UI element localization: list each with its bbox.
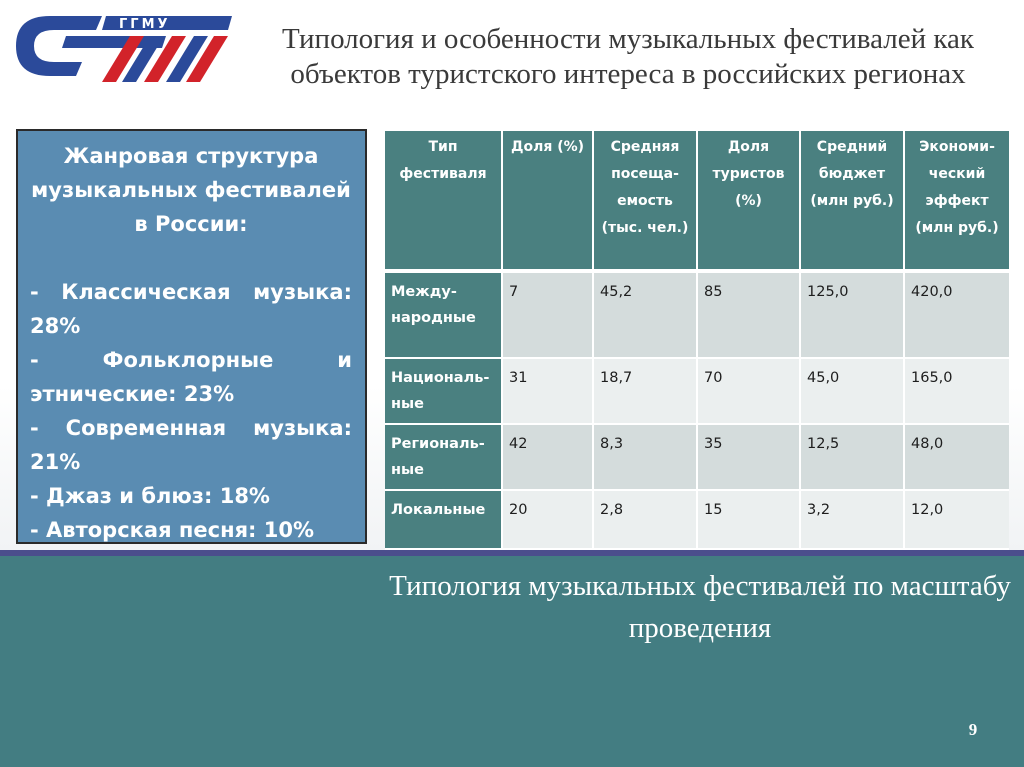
table-cell: 45,2 — [593, 271, 697, 358]
table-cell: 3,2 — [800, 490, 904, 549]
slide-title: Типология и особенности музыкальных фестивалей как объектов туристского интереса в российских регионах — [282, 23, 974, 90]
header-share: Доля (%) — [502, 131, 593, 271]
row-label-local: Локальные — [385, 490, 502, 549]
table-cell: 125,0 — [800, 271, 904, 358]
header-attendance: Средняя посеща-емость (тыс. чел.) — [593, 131, 697, 271]
table-cell: 85 — [697, 271, 800, 358]
table-cell: 45,0 — [800, 358, 904, 424]
page-number: 9 — [968, 720, 978, 739]
table-cell: 42 — [502, 424, 593, 490]
row-label-national: Националь-ные — [385, 358, 502, 424]
genre-item-folk: - Фольклорные и этнические: 23% — [30, 348, 352, 406]
table-row — [385, 271, 1009, 358]
table-cell: 8,3 — [593, 424, 697, 490]
university-logo — [6, 4, 234, 84]
header-budget: Средний бюджет (млн руб.) — [800, 131, 904, 271]
table-row — [385, 424, 1009, 490]
table-row — [385, 490, 1009, 549]
row-label-regional: Региональ-ные — [385, 424, 502, 490]
table-row — [385, 358, 1009, 424]
table-cell: 31 — [502, 358, 593, 424]
slide-subtitle: Типология музыкальных фестивалей по масштабу проведения — [389, 570, 1011, 644]
table-cell: 15 — [697, 490, 800, 549]
genre-structure-heading: Жанровая структура музыкальных фестивалей в России: — [31, 144, 351, 236]
table-cell: 70 — [697, 358, 800, 424]
header-economic-effect: Экономи-ческий эффект (млн руб.) — [904, 131, 1009, 271]
svg-text:ГГМУ: ГГМУ — [119, 17, 171, 32]
genre-item-jazz: - Джаз и блюз: 18% — [30, 484, 270, 508]
header-tourist-share: Доля туристов (%) — [697, 131, 800, 271]
table-cell: 12,5 — [800, 424, 904, 490]
header-festival-type: Тип фестиваля — [385, 131, 502, 271]
genre-item-modern: - Современная музыка: 21% — [30, 416, 352, 474]
table-cell: 18,7 — [593, 358, 697, 424]
table-cell: 7 — [502, 271, 593, 358]
genre-structure-box — [16, 129, 367, 544]
genre-item-bard: - Авторская песня: 10% — [30, 518, 315, 542]
genre-item-classical: - Классическая музыка: 28% — [30, 280, 352, 338]
table-cell: 2,8 — [593, 490, 697, 549]
table-cell: 20 — [502, 490, 593, 549]
table-cell: 165,0 — [904, 358, 1009, 424]
table-cell: 48,0 — [904, 424, 1009, 490]
festival-typology-table — [385, 131, 1009, 550]
table-cell: 35 — [697, 424, 800, 490]
table-cell: 12,0 — [904, 490, 1009, 549]
row-label-international: Между-народные — [385, 271, 502, 358]
table-header-row — [385, 131, 1009, 271]
table-cell: 420,0 — [904, 271, 1009, 358]
